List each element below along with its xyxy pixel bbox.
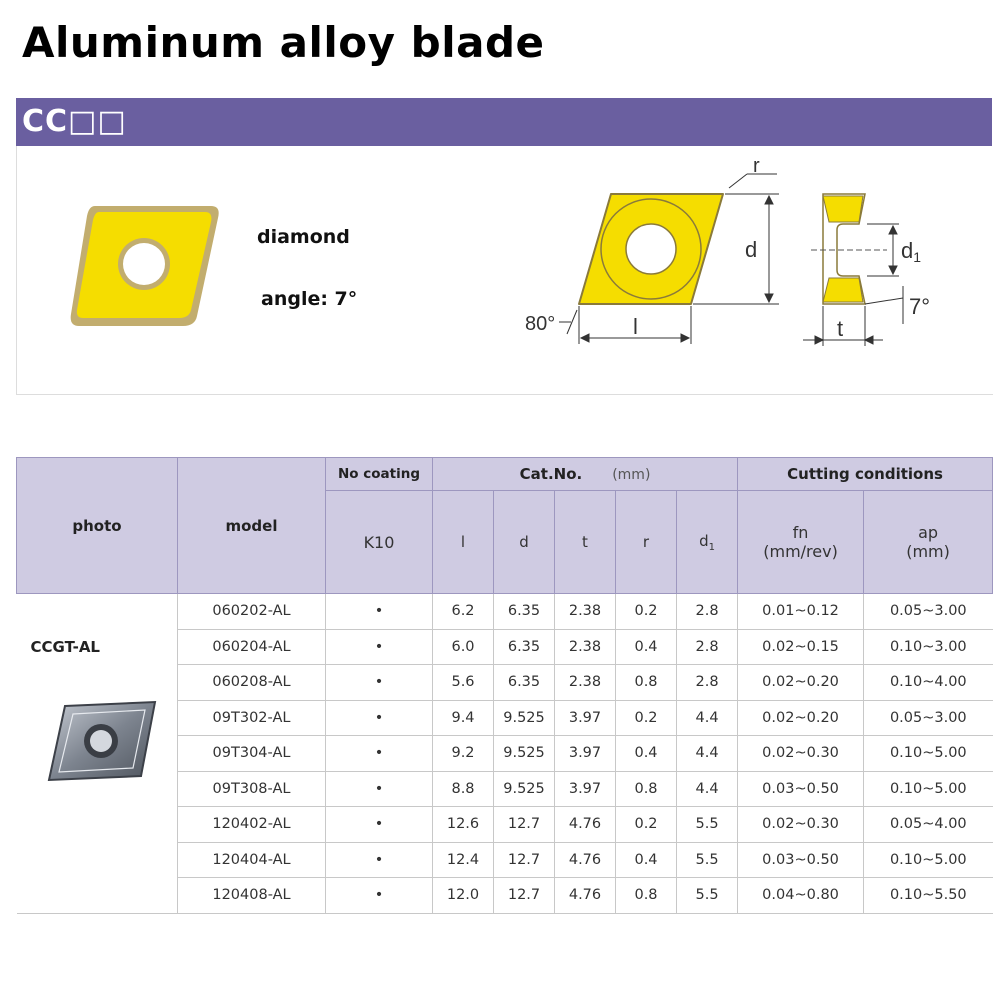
cell-model: 09T302-AL (178, 700, 326, 736)
cell-fn: 0.03~0.50 (738, 842, 864, 878)
cell-model: 120408-AL (178, 878, 326, 914)
cell-l: 9.2 (433, 736, 494, 772)
l-label: l (633, 314, 638, 339)
cell-d: 6.35 (494, 629, 555, 665)
cell-k10: • (326, 736, 433, 772)
cell-k10: • (326, 629, 433, 665)
insert-shape-image (65, 198, 223, 332)
insert-info-panel (16, 146, 993, 395)
cell-ap: 0.05~3.00 (864, 594, 993, 630)
cell-l: 12.4 (433, 842, 494, 878)
cell-t: 3.97 (555, 736, 616, 772)
cell-t: 2.38 (555, 665, 616, 701)
angle-label: angle: 7° (261, 288, 358, 310)
cell-d: 12.7 (494, 807, 555, 843)
cell-t: 3.97 (555, 700, 616, 736)
cell-r: 0.8 (616, 665, 677, 701)
photo-cell (17, 594, 178, 914)
angle80-label: 80° (525, 313, 556, 335)
cell-r: 0.2 (616, 807, 677, 843)
cell-k10: • (326, 807, 433, 843)
cell-model: 120404-AL (178, 842, 326, 878)
cell-t: 3.97 (555, 771, 616, 807)
cell-model: 120402-AL (178, 807, 326, 843)
cell-d1: 5.5 (677, 842, 738, 878)
cell-d: 12.7 (494, 878, 555, 914)
cell-d1: 2.8 (677, 594, 738, 630)
cell-model: 060202-AL (178, 594, 326, 630)
cell-d1: 2.8 (677, 665, 738, 701)
cell-k10: • (326, 878, 433, 914)
cell-k10: • (326, 771, 433, 807)
d-label: d (745, 237, 758, 262)
cell-ap: 0.05~4.00 (864, 807, 993, 843)
cell-ap: 0.10~5.00 (864, 736, 993, 772)
cell-fn: 0.02~0.15 (738, 629, 864, 665)
cell-fn: 0.02~0.30 (738, 736, 864, 772)
cell-r: 0.8 (616, 771, 677, 807)
cell-d: 6.35 (494, 665, 555, 701)
t-label: t (837, 316, 844, 341)
cell-k10: • (326, 665, 433, 701)
header-d1: $d_1$ (677, 491, 738, 594)
cell-d1: 5.5 (677, 878, 738, 914)
cell-r: 0.4 (616, 629, 677, 665)
cell-l: 9.4 (433, 700, 494, 736)
header-fn: fn (mm/rev) (738, 491, 864, 594)
cell-l: 6.0 (433, 629, 494, 665)
insert-side-view (811, 194, 887, 304)
cell-l: 6.2 (433, 594, 494, 630)
cell-r: 0.8 (616, 878, 677, 914)
cell-d: 12.7 (494, 842, 555, 878)
cell-fn: 0.02~0.20 (738, 665, 864, 701)
cell-ap: 0.10~5.00 (864, 842, 993, 878)
header-coating: No coating (326, 458, 433, 491)
cell-fn: 0.03~0.50 (738, 771, 864, 807)
spec-table (16, 457, 993, 914)
cell-d: 9.525 (494, 771, 555, 807)
header-photo: photo (17, 458, 178, 594)
insert-photo (43, 696, 163, 788)
cell-r: 0.4 (616, 736, 677, 772)
header-r: r (616, 491, 677, 594)
cell-d1: 5.5 (677, 807, 738, 843)
cell-l: 12.0 (433, 878, 494, 914)
cell-model: 09T304-AL (178, 736, 326, 772)
insert-dimension-diagram (507, 154, 987, 382)
cell-t: 2.38 (555, 594, 616, 630)
cell-t: 4.76 (555, 807, 616, 843)
cell-k10: • (326, 842, 433, 878)
cell-d: 9.525 (494, 700, 555, 736)
cell-d1: 2.8 (677, 629, 738, 665)
header-k10: K10 (326, 491, 433, 594)
page-title: Aluminum alloy blade (22, 18, 545, 67)
header-d: d (494, 491, 555, 594)
header-model: model (178, 458, 326, 594)
cell-d1: 4.4 (677, 700, 738, 736)
header-catno: Cat.No. (mm) (433, 458, 738, 491)
table-row (17, 594, 993, 630)
cell-fn: 0.04~0.80 (738, 878, 864, 914)
group-name: CCGT-AL (30, 638, 100, 656)
cell-d: 6.35 (494, 594, 555, 630)
cell-t: 4.76 (555, 842, 616, 878)
d1-label: d1 (901, 238, 922, 265)
cell-fn: 0.01~0.12 (738, 594, 864, 630)
cell-fn: 0.02~0.30 (738, 807, 864, 843)
series-band (16, 98, 992, 146)
cell-l: 12.6 (433, 807, 494, 843)
angle7-label: 7° (909, 294, 931, 319)
header-ap: ap (mm) (864, 491, 993, 594)
cell-r: 0.2 (616, 594, 677, 630)
cell-t: 2.38 (555, 629, 616, 665)
cell-ap: 0.10~5.00 (864, 771, 993, 807)
cell-d1: 4.4 (677, 736, 738, 772)
cell-model: 060204-AL (178, 629, 326, 665)
cell-k10: • (326, 594, 433, 630)
header-cutting-conditions: Cutting conditions (738, 458, 993, 491)
cell-t: 4.76 (555, 878, 616, 914)
cell-ap: 0.10~4.00 (864, 665, 993, 701)
cell-ap: 0.05~3.00 (864, 700, 993, 736)
cell-r: 0.2 (616, 700, 677, 736)
insert-top-view (579, 194, 723, 304)
header-l: l (433, 491, 494, 594)
shape-label: diamond (257, 226, 350, 248)
header-t: t (555, 491, 616, 594)
cell-model: 060208-AL (178, 665, 326, 701)
cell-ap: 0.10~5.50 (864, 878, 993, 914)
series-code: CC□□ (22, 104, 127, 139)
cell-r: 0.4 (616, 842, 677, 878)
cell-model: 09T308-AL (178, 771, 326, 807)
r-label: r (753, 155, 760, 177)
cell-ap: 0.10~3.00 (864, 629, 993, 665)
cell-l: 8.8 (433, 771, 494, 807)
cell-l: 5.6 (433, 665, 494, 701)
cell-d: 9.525 (494, 736, 555, 772)
cell-fn: 0.02~0.20 (738, 700, 864, 736)
cell-k10: • (326, 700, 433, 736)
cell-d1: 4.4 (677, 771, 738, 807)
